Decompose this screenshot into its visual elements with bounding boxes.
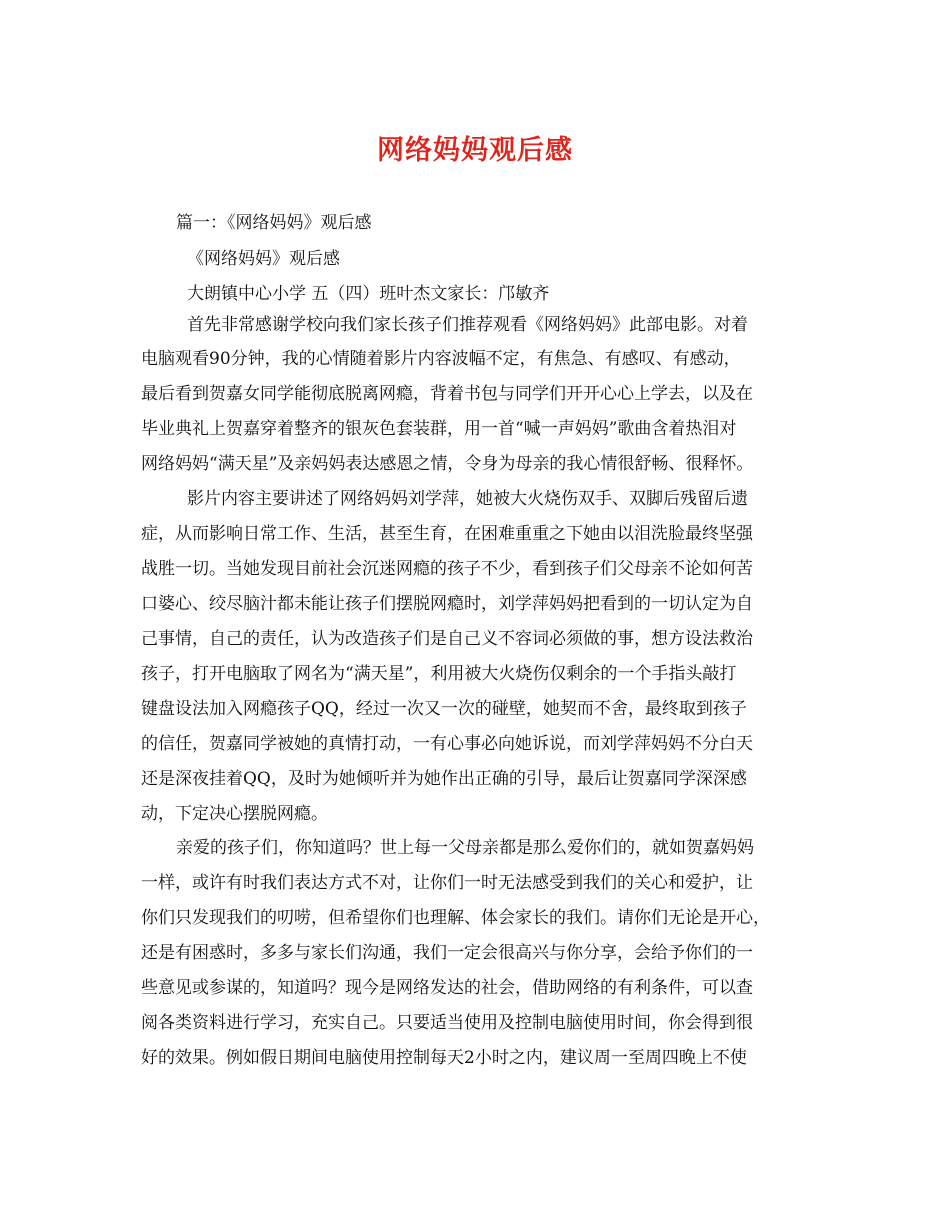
body-line: 毕业典礼上贺嘉穿着整齐的银灰色套装群，用一首“喊一声妈妈”歌曲含着热泪对 bbox=[141, 419, 737, 439]
body-line: 些意见或参谋的，知道吗？现今是网络发达的社会，借助网络的有利条件，可以查 bbox=[141, 978, 753, 998]
document-title: 网络妈妈观后感 bbox=[377, 135, 573, 166]
author-line: 大朗镇中心小学 五（四）班叶杰文家长：邝敏齐 bbox=[187, 284, 550, 304]
body-line: 首先非常感谢学校向我们家长孩子们推荐观看《网络妈妈》此部电影。对着 bbox=[187, 315, 748, 335]
body-line: 还是深夜挂着QQ，及时为她倾听并为她作出正确的引导，最后让贺嘉同学深深感 bbox=[141, 769, 747, 789]
body-line: 键盘设法加入网瘾孩子QQ，经过一次又一次的碰壁，她契而不舍，最终取到孩子 bbox=[141, 699, 747, 719]
body-line: 还是有困惑时，多多与家长们沟通，我们一定会很高兴与你分享，会给予你们的一 bbox=[141, 943, 753, 963]
body-line: 口婆心、绞尽脑汁都未能让孩子们摆脱网瘾时，刘学萍妈妈把看到的一切认定为自 bbox=[141, 594, 753, 614]
body-line: 亲爱的孩子们，你知道吗？世上每一父母亲都是那么爱你们的，就如贺嘉妈妈 bbox=[176, 838, 754, 858]
body-line: 症，从而影响日常工作、生活，甚至生育，在困难重重之下她由以泪洗脸最终坚强 bbox=[141, 524, 753, 544]
body-line: 阅各类资料进行学习，充实自己。只要适当使用及控制电脑使用时间，你会得到很 bbox=[141, 1013, 753, 1033]
body-line: 影片内容主要讲述了网络妈妈刘学萍，她被大火烧伤双手、双脚后残留后遗 bbox=[187, 489, 748, 509]
body-line: 动，下定决心摆脱网瘾。 bbox=[141, 804, 328, 824]
body-line: 孩子，打开电脑取了网名为“满天星”，利用被大火烧伤仅剩余的一个手指头敲打 bbox=[141, 664, 737, 684]
body-line: 一样，或许有时我们表达方式不对，让你们一时无法感受到我们的关心和爱护，让 bbox=[141, 873, 753, 893]
body-line: 己事情，自己的责任，认为改造孩子们是自己义不容词必须做的事，想方设法救治 bbox=[141, 629, 753, 649]
body-line: 最后看到贺嘉女同学能彻底脱离网瘾，背着书包与同学们开开心心上学去，以及在 bbox=[141, 384, 753, 404]
body-line: 电脑观看90分钟，我的心情随着影片内容波幅不定，有焦急、有感叹、有感动， bbox=[141, 349, 741, 369]
essay-subtitle: 《网络妈妈》观后感 bbox=[187, 249, 340, 269]
body-line: 你们只发现我们的叨唠，但希望你们也理解、体会家长的我们。请你们无论是开心， bbox=[141, 908, 770, 928]
body-line: 战胜一切。当她发现目前社会沉迷网瘾的孩子不少，看到孩子们父母亲不论如何苦 bbox=[141, 559, 753, 579]
section-heading: 篇一：《网络妈妈》观后感 bbox=[176, 213, 372, 233]
body-line: 好的效果。例如假日期间电脑使用控制每天2小时之内，建议周一至周四晚上不使 bbox=[141, 1048, 747, 1068]
body-line: 的信任，贺嘉同学被她的真情打动，一有心事必向她诉说，而刘学萍妈妈不分白天 bbox=[141, 734, 753, 754]
body-line: 网络妈妈“满天星”及亲妈妈表达感恩之情，令身为母亲的我心情很舒畅、很释怀。 bbox=[141, 454, 754, 474]
